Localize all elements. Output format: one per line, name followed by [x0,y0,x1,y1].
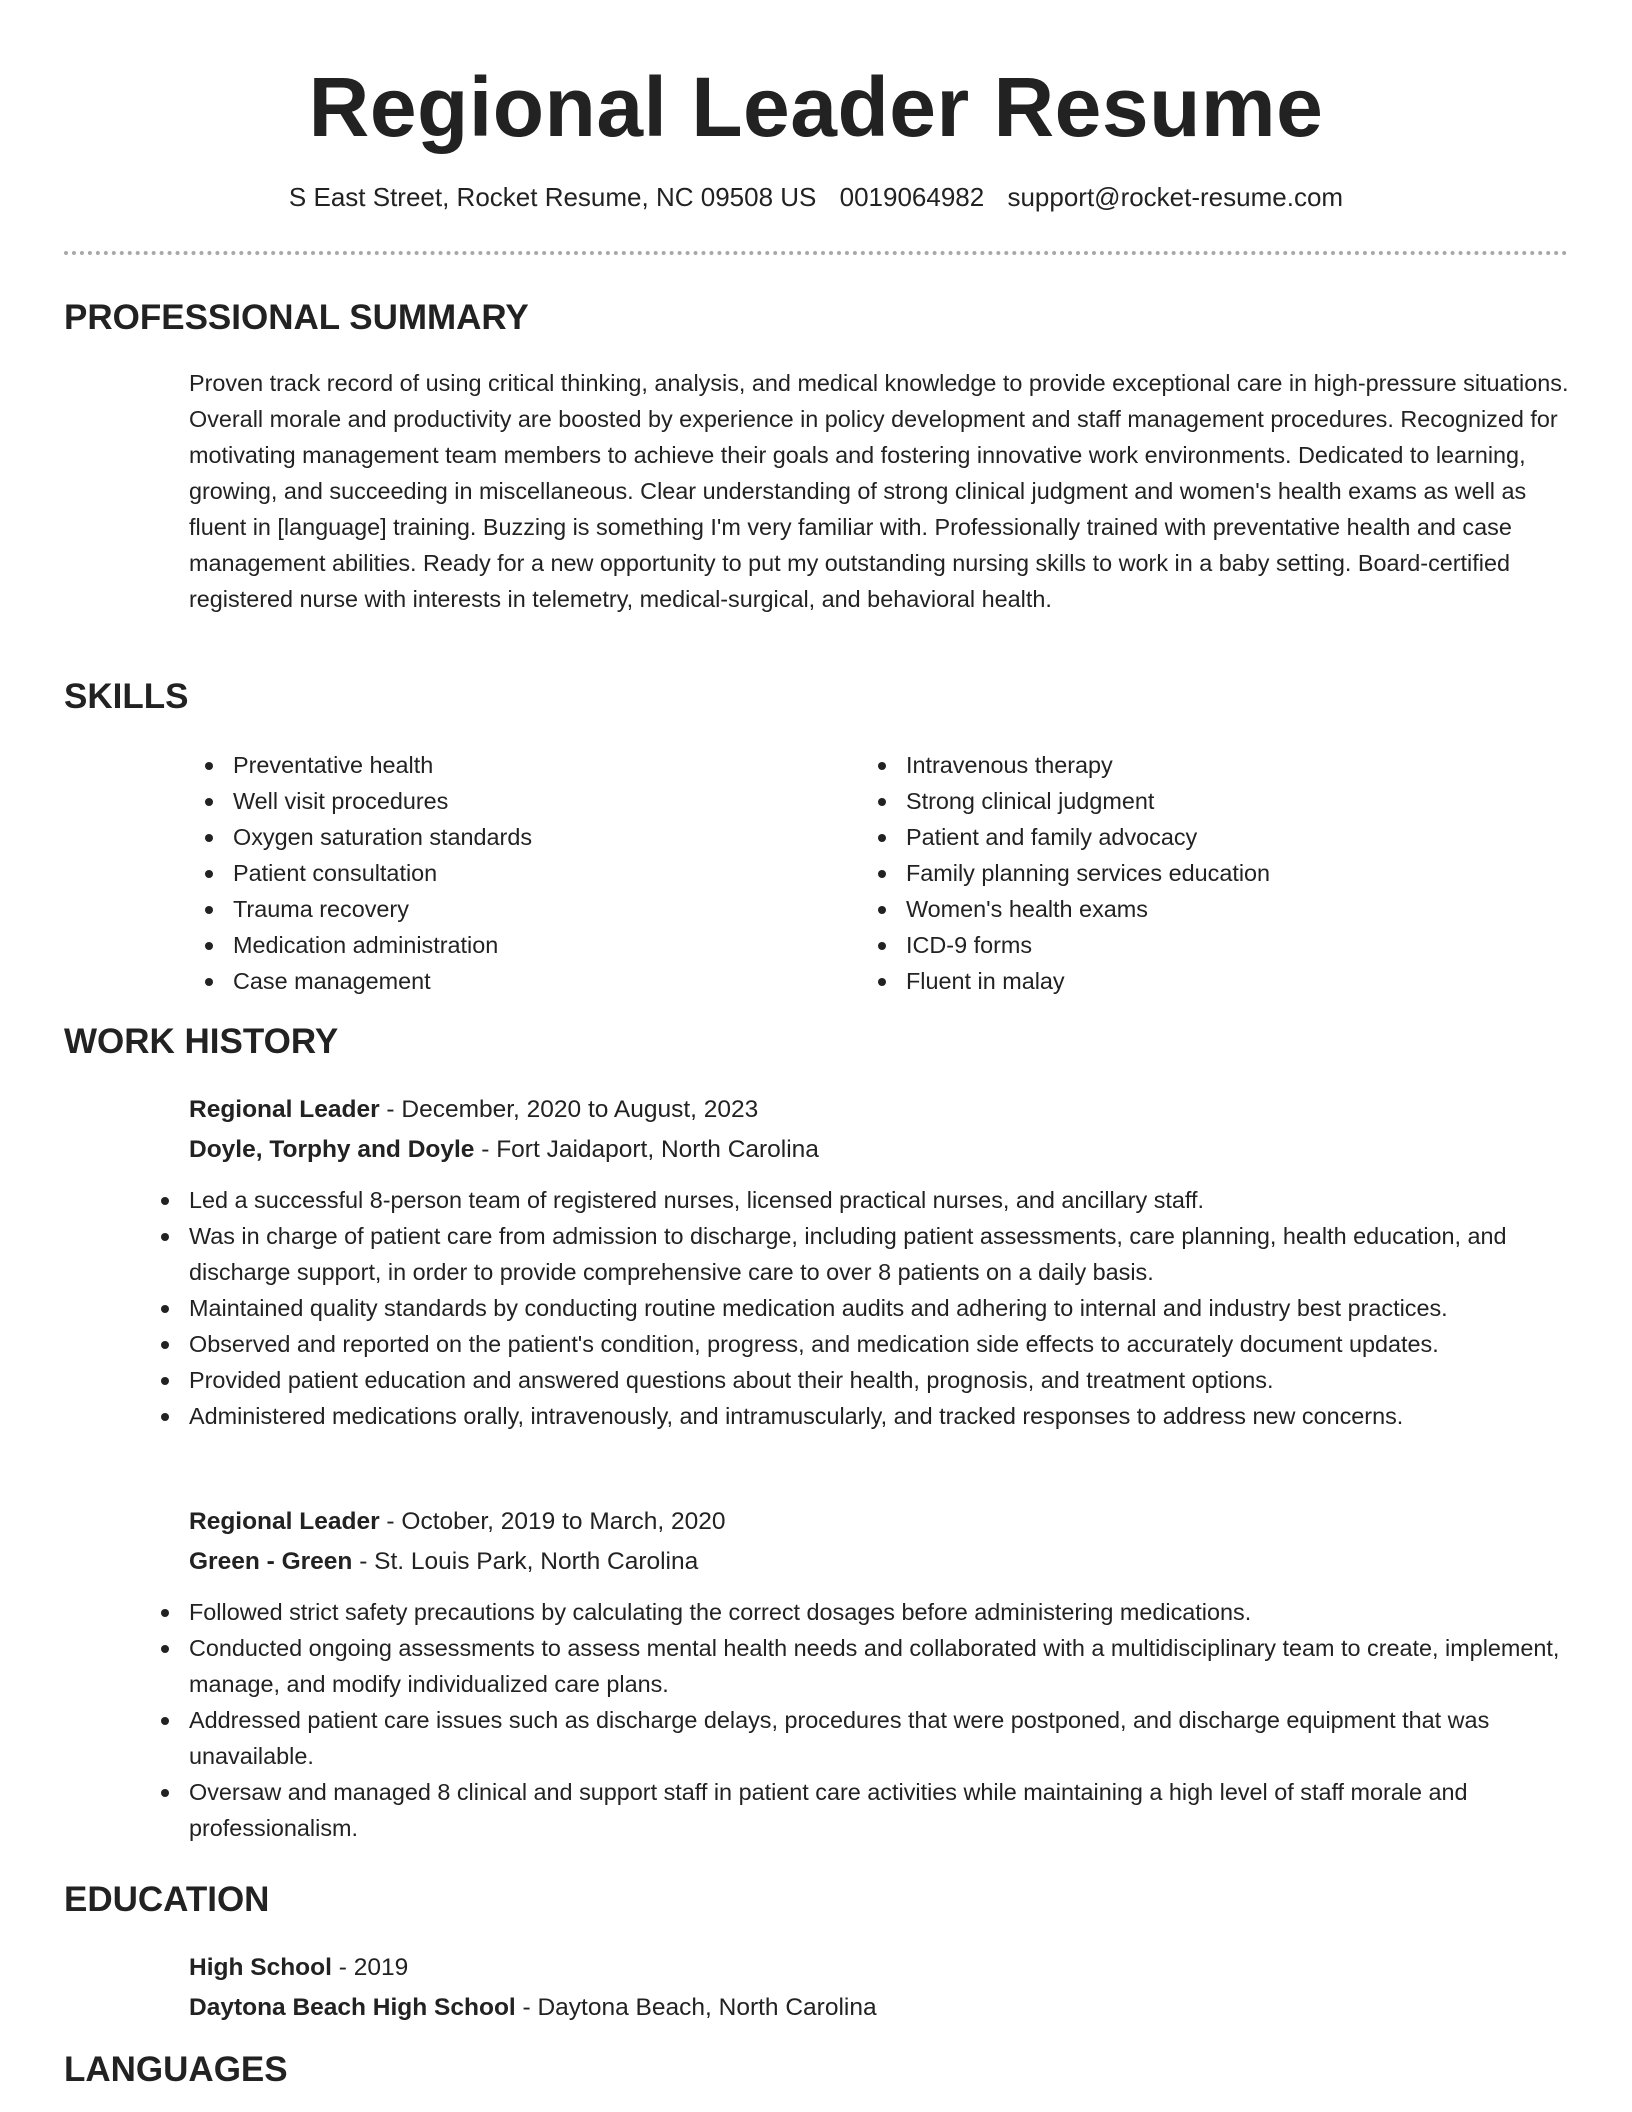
skill-item: Intravenous therapy [862,747,1270,783]
contact-phone: 0019064982 [839,182,985,212]
skill-item: ICD-9 forms [862,927,1270,963]
job-dates: - December, 2020 to August, 2023 [379,1096,759,1123]
resume-title: Regional Leader Resume [308,60,1324,154]
job-entry [189,1090,1569,1434]
education-school-line [189,1988,1569,2028]
bullet-icon [205,942,213,950]
skill-item: Fluent in malay [862,963,1270,999]
contact-line [0,177,1632,217]
bullet-icon [161,1413,169,1421]
job-bullet: Followed strict safety precautions by calculating the correct dosages before administering medications. [145,1594,1569,1630]
job-title: Regional Leader [189,1096,380,1123]
skills-right-column [862,747,1270,999]
bullet-icon [205,762,213,770]
contact-address: S East Street, Rocket Resume, NC 09508 US [288,182,817,212]
bullet-icon [161,1609,169,1617]
job-bullet: Oversaw and managed 8 clinical and support staff in patient care activities while maintaining a high level of staff morale and professionalism. [145,1774,1569,1846]
bullet-icon [205,870,213,878]
job-company: Green - Green [189,1548,353,1575]
bullet-icon [161,1717,169,1725]
skill-item: Strong clinical judgment [862,783,1270,819]
job-location: - St. Louis Park, North Carolina [352,1548,699,1575]
contact-email[interactable]: support@rocket-resume.com [1007,182,1344,212]
skill-item: Case management [189,963,532,999]
job-company: Doyle, Torphy and Doyle [189,1136,475,1163]
skill-item: Family planning services education [862,855,1270,891]
job-bullet: Was in charge of patient care from admission to discharge, including patient assessments, care planning, health education, and discharge support, in order to provide comprehensive care to over 8 patients on a daily basis. [145,1218,1569,1290]
job-bullet: Addressed patient care issues such as discharge delays, procedures that were postponed, and discharge equipment that was unavailable. [145,1702,1569,1774]
bullet-icon [878,978,886,986]
skill-item: Well visit procedures [189,783,532,819]
education-year: - 2019 [331,1954,409,1981]
bullet-icon [878,834,886,842]
job-title: Regional Leader [189,1508,380,1535]
bullet-icon [205,834,213,842]
bullet-icon [161,1233,169,1241]
education-heading: EDUCATION [64,1880,270,1919]
bullet-icon [205,798,213,806]
skill-item: Medication administration [189,927,532,963]
job-bullet: Led a successful 8-person team of registered nurses, licensed practical nurses, and ancillary staff. [145,1182,1569,1218]
education-entry [189,1948,1569,2028]
skills-left-column [189,747,532,999]
skills-heading: SKILLS [64,677,189,716]
education-degree: High School [189,1954,332,1981]
education-degree-line [189,1948,1569,1988]
job-bullet: Administered medications orally, intravenously, and intramuscularly, and tracked responses to address new concerns. [145,1398,1569,1434]
bullet-icon [161,1377,169,1385]
job-company-line [189,1542,1569,1582]
job-dates: - October, 2019 to March, 2020 [379,1508,726,1535]
bullet-icon [161,1197,169,1205]
bullet-icon [878,906,886,914]
bullet-icon [161,1789,169,1797]
bullet-icon [878,942,886,950]
job-title-line [189,1502,1569,1542]
summary-heading: PROFESSIONAL SUMMARY [64,298,529,337]
education-location: - Daytona Beach, North Carolina [515,1994,877,2021]
skill-item: Oxygen saturation standards [189,819,532,855]
bullet-icon [878,870,886,878]
skill-item: Patient consultation [189,855,532,891]
bullet-icon [878,762,886,770]
bullet-icon [161,1645,169,1653]
job-entry [189,1502,1569,1846]
job-company-line [189,1130,1569,1170]
job-bullet: Observed and reported on the patient's condition, progress, and medication side effects to accurately document updates. [145,1326,1569,1362]
bullet-icon [205,906,213,914]
skill-item: Preventative health [189,747,532,783]
header-divider [64,251,1568,255]
job-bullet: Maintained quality standards by conducting routine medication audits and adhering to internal and industry best practices. [145,1290,1569,1326]
job-title-line [189,1090,1569,1130]
skill-item: Patient and family advocacy [862,819,1270,855]
bullet-icon [161,1341,169,1349]
education-school: Daytona Beach High School [189,1994,516,2021]
skill-item: Trauma recovery [189,891,532,927]
job-bullet: Conducted ongoing assessments to assess mental health needs and collaborated with a multidisciplinary team to create, implement, manage, and modify individualized care plans. [145,1630,1569,1702]
languages-heading: LANGUAGES [64,2050,288,2089]
job-bullet: Provided patient education and answered questions about their health, prognosis, and treatment options. [145,1362,1569,1398]
bullet-icon [878,798,886,806]
work-history-heading: WORK HISTORY [64,1022,339,1061]
skill-item: Women's health exams [862,891,1270,927]
bullet-icon [161,1305,169,1313]
job-location: - Fort Jaidaport, North Carolina [474,1136,819,1163]
bullet-icon [205,978,213,986]
summary-text: Proven track record of using critical thinking, analysis, and medical knowledge to provide exceptional care in high-pressure situations. Overall morale and productivity are boosted by experience in policy development and staff management procedures. Recognized for motivating management team members to achieve their goals and fostering innovative work environments. Dedicated to learning, growing, and succeeding in miscellaneous. Clear understanding of strong clinical judgment and women's health exams as well as fluent in [language] training. Buzzing is something I'm very familiar with. Professionally trained with preventative health and case management abilities. Ready for a new opportunity to put my outstanding nursing skills to work in a baby setting. Board-certified registered nurse with interests in telemetry, medical-surgical, and behavioral health. [189,370,1569,612]
